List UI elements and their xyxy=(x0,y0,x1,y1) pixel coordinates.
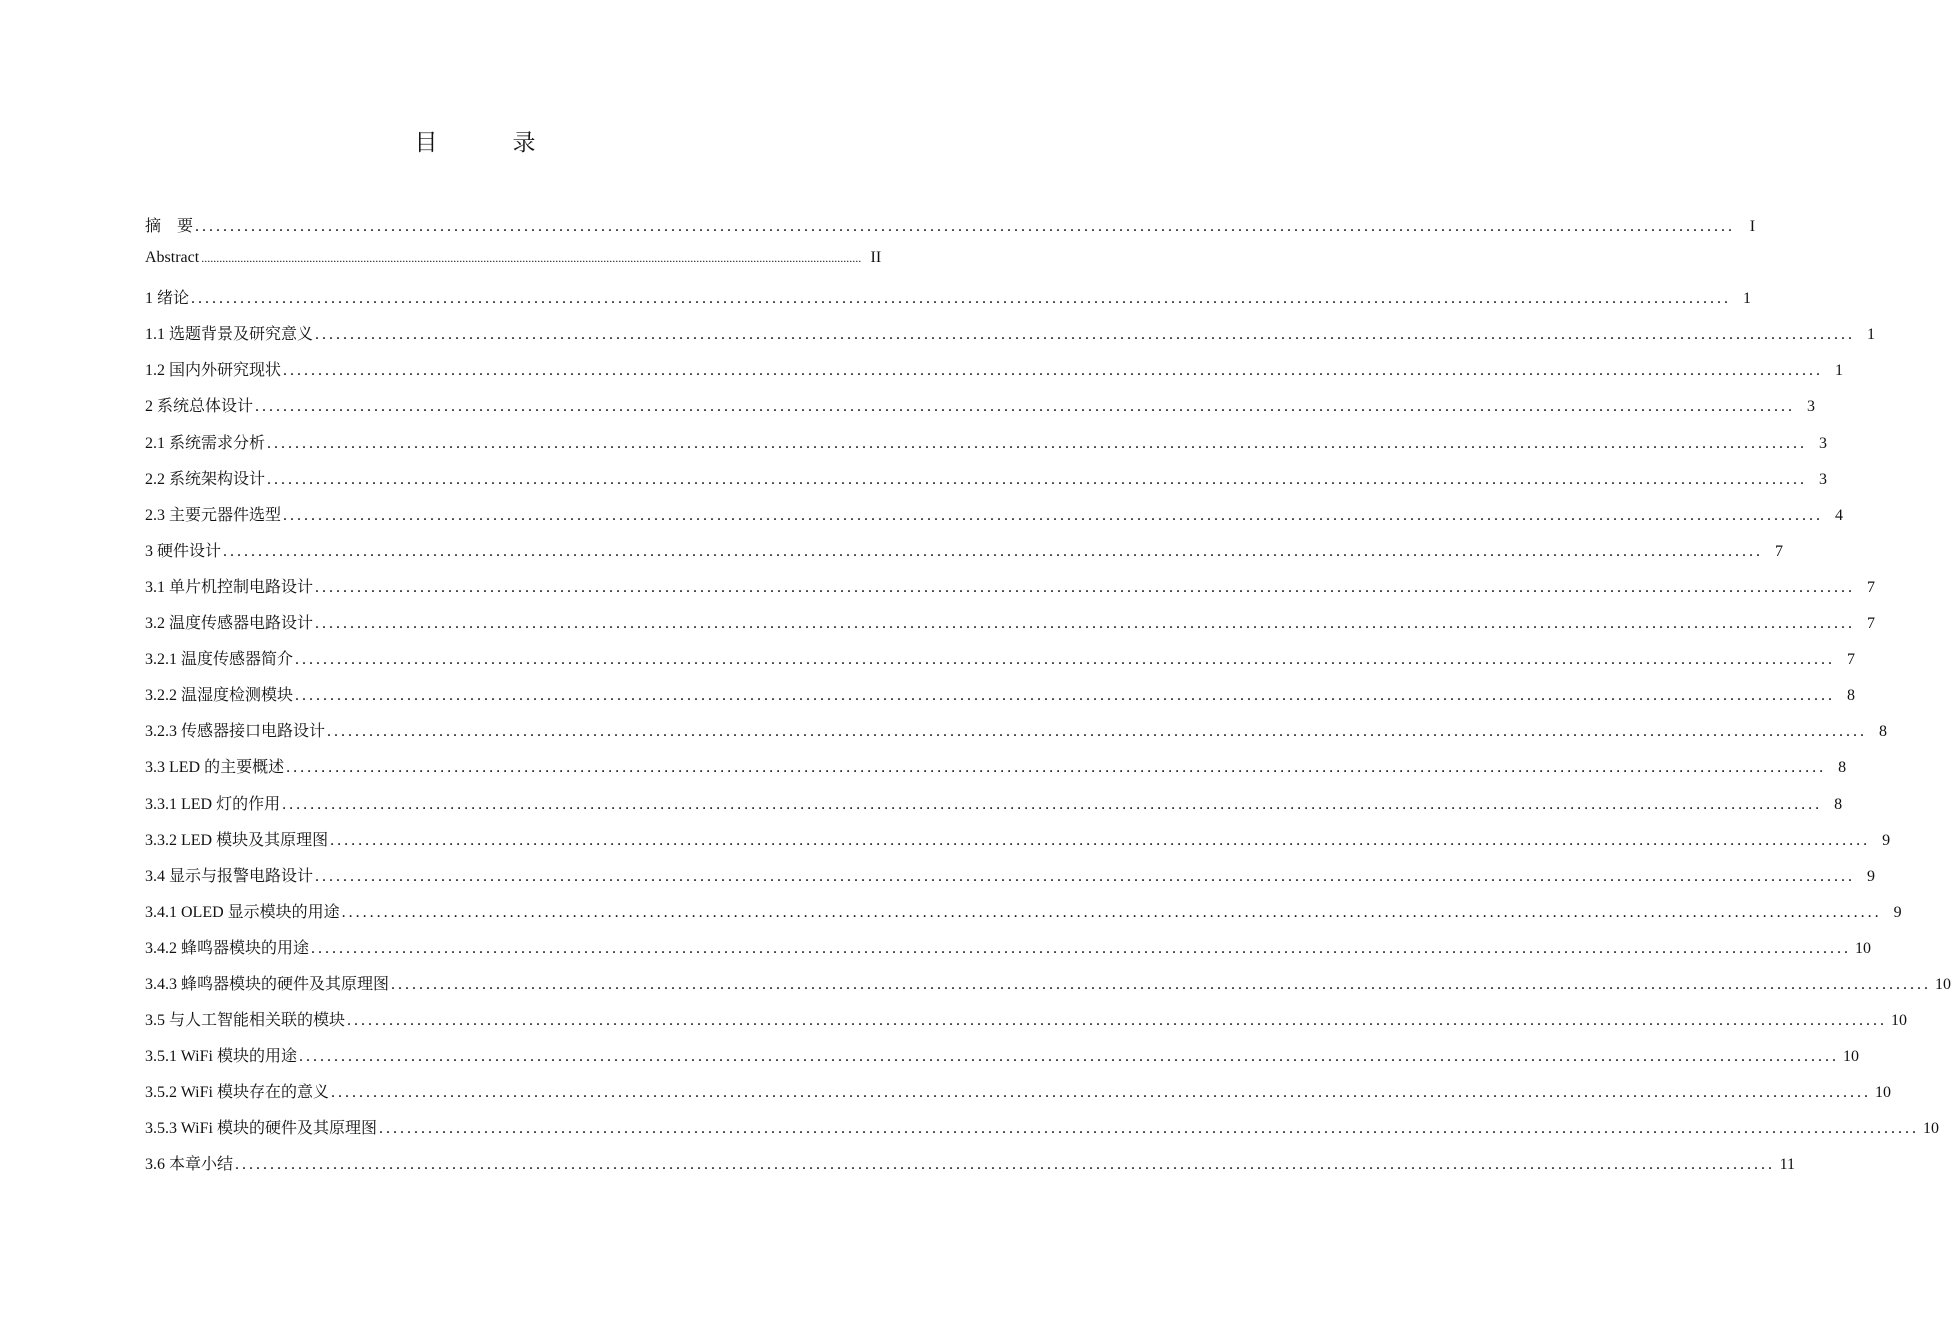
toc-entry-page: I xyxy=(1749,218,1756,235)
toc-entry-label: 3.3.2 LED 模块及其原理图 xyxy=(145,831,329,849)
toc-entry-label: 1 绪论 xyxy=(145,290,190,308)
toc-entry-label: 3.5.1 WiFi 模块的用途 xyxy=(145,1048,297,1066)
toc-entry-page: 7 xyxy=(1867,615,1876,633)
toc-entry[interactable] xyxy=(145,1151,1796,1187)
toc-entry-label: Abstract xyxy=(145,249,200,267)
toc-entry[interactable] xyxy=(145,718,1888,754)
toc-entry-page: 10 xyxy=(1935,975,1951,993)
dot-leader: ............................................................................................................................................................................................................................ xyxy=(267,434,1808,452)
toc-entry-label: 1.1 选题背景及研究意义 xyxy=(145,326,314,344)
toc-entry-label: 2 系统总体设计 xyxy=(145,398,254,416)
dot-leader: ............................................................................................................................................................................................................................ xyxy=(378,1120,1919,1138)
dot-leader: ............................................................................................................................................................................................................................ xyxy=(191,290,1732,308)
toc-entry[interactable] xyxy=(145,935,1872,971)
toc-entry-page: 8 xyxy=(1838,759,1847,777)
toc-entry-page: 8 xyxy=(1834,795,1843,813)
toc-entry-label: 2.2 系统架构设计 xyxy=(145,470,266,488)
toc-entry[interactable] xyxy=(145,646,1856,682)
dot-leader: ............................................................................................................................................................................................................................ xyxy=(330,1084,1871,1102)
toc-entry-label: 1.2 国内外研究现状 xyxy=(145,362,282,380)
toc-entry-label: 3.2.1 温度传感器简介 xyxy=(145,651,294,669)
toc-entry[interactable] xyxy=(145,466,1828,502)
dot-leader: ............................................................................................................................................................................................................................ xyxy=(315,867,1856,885)
toc-entry-label: 3.4.2 蜂鸣器模块的用途 xyxy=(145,939,310,957)
toc-entry-label: 3.4 显示与报警电路设计 xyxy=(145,867,314,885)
dot-leader: ............................................................................................................................................................................................................................ xyxy=(235,1156,1776,1174)
toc-entry-label: 3.4.1 OLED 显示模块的用途 xyxy=(145,903,340,921)
toc-entry[interactable] xyxy=(145,899,1902,935)
toc-entry-page: 3 xyxy=(1819,434,1828,452)
toc-list xyxy=(145,213,1951,1188)
toc-entry[interactable] xyxy=(145,791,1843,827)
dot-leader: ............................................................................................................................................................................................................................ xyxy=(286,759,1827,777)
toc-entry-page: 10 xyxy=(1874,1084,1891,1102)
toc-entry[interactable] xyxy=(145,1115,1939,1151)
toc-entry[interactable] xyxy=(145,538,1784,574)
dot-leader: ............................................................................................................................................................................................................................ xyxy=(327,723,1868,741)
dot-leader: ............................................................................................................................................................................................................................ xyxy=(330,831,1871,849)
dot-leader: ............................................................................................................................................................................................................................ xyxy=(201,251,862,266)
toc-entry[interactable] xyxy=(145,285,1752,321)
dot-leader: ............................................................................................................................................................................................................................ xyxy=(391,975,1932,993)
toc-entry-page: 3 xyxy=(1807,398,1816,416)
toc-entry-page: 9 xyxy=(1882,831,1891,849)
toc-entry-label: 3.2.2 温湿度检测模块 xyxy=(145,687,294,705)
dot-leader: ............................................................................................................................................................................................................................ xyxy=(341,903,1882,921)
toc-entry[interactable] xyxy=(145,863,1876,899)
toc-entry-page: 10 xyxy=(1855,939,1872,957)
toc-entry[interactable] xyxy=(145,1043,1859,1079)
toc-entry[interactable] xyxy=(145,1007,1908,1043)
toc-entry[interactable] xyxy=(145,610,1876,646)
dot-leader: ............................................................................................................................................................................................................................ xyxy=(347,1012,1888,1030)
toc-entry[interactable] xyxy=(145,213,1756,249)
toc-entry-page: 1 xyxy=(1743,290,1752,308)
dot-leader: ............................................................................................................................................................................................................................ xyxy=(311,939,1852,957)
toc-entry[interactable] xyxy=(145,430,1828,466)
toc-entry-label: 摘 要 xyxy=(145,218,194,235)
toc-entry-page: 9 xyxy=(1893,903,1902,921)
toc-entry-label: 3 硬件设计 xyxy=(145,542,222,560)
toc-entry-page: 1 xyxy=(1835,362,1844,380)
dot-leader: ............................................................................................................................................................................................................................ xyxy=(223,542,1764,560)
toc-entry-label: 3.2 温度传感器电路设计 xyxy=(145,615,314,633)
toc-title: 目 录 xyxy=(414,130,562,156)
toc-entry[interactable] xyxy=(145,682,1856,718)
toc-entry-page: 8 xyxy=(1847,687,1856,705)
dot-leader: ............................................................................................................................................................................................................................ xyxy=(315,326,1856,344)
toc-entry-label: 3.5.2 WiFi 模块存在的意义 xyxy=(145,1084,329,1102)
toc-entry[interactable] xyxy=(145,827,1891,863)
dot-leader: ............................................................................................................................................................................................................................ xyxy=(315,615,1856,633)
toc-entry-label: 3.6 本章小结 xyxy=(145,1156,234,1174)
toc-entry-page: 7 xyxy=(1847,651,1856,669)
toc-entry-page: 8 xyxy=(1879,723,1888,741)
toc-entry-label: 3.1 单片机控制电路设计 xyxy=(145,578,314,596)
toc-entry-label: 3.3 LED 的主要概述 xyxy=(145,759,285,777)
toc-entry[interactable] xyxy=(145,574,1876,610)
toc-entry-label: 3.4.3 蜂鸣器模块的硬件及其原理图 xyxy=(145,975,390,993)
toc-entry-page: 10 xyxy=(1922,1120,1939,1138)
toc-entry-label: 3.3.1 LED 灯的作用 xyxy=(145,795,281,813)
dot-leader: ............................................................................................................................................................................................................................ xyxy=(282,795,1823,813)
toc-entry-label: 2.3 主要元器件选型 xyxy=(145,506,282,524)
toc-entry[interactable] xyxy=(145,321,1876,357)
toc-entry[interactable] xyxy=(145,1079,1891,1115)
toc-entry-label: 3.5 与人工智能相关联的模块 xyxy=(145,1012,346,1030)
toc-entry[interactable] xyxy=(145,754,1847,790)
dot-leader: ............................................................................................................................................................................................................................ xyxy=(255,398,1796,416)
toc-entry-page: 7 xyxy=(1775,542,1784,560)
toc-entry[interactable] xyxy=(145,393,1816,429)
toc-entry-label: 3.2.3 传感器接口电路设计 xyxy=(145,723,326,741)
toc-entry-page: 1 xyxy=(1867,326,1876,344)
toc-entry-label: 3.5.3 WiFi 模块的硬件及其原理图 xyxy=(145,1120,377,1138)
dot-leader: ............................................................................................................................................................................................................................ xyxy=(283,362,1824,380)
toc-entry-page: 4 xyxy=(1835,506,1844,524)
toc-entry-page: II xyxy=(870,249,882,267)
dot-leader: ............................................................................................................................................................................................................................ xyxy=(195,218,1736,235)
toc-entry[interactable] xyxy=(145,249,882,285)
toc-entry-label: 2.1 系统需求分析 xyxy=(145,434,266,452)
toc-entry-page: 7 xyxy=(1867,578,1876,596)
toc-entry-page: 3 xyxy=(1819,470,1828,488)
toc-entry[interactable] xyxy=(145,502,1844,538)
toc-entry[interactable] xyxy=(145,357,1844,393)
toc-entry-page: 11 xyxy=(1779,1156,1796,1174)
dot-leader: ............................................................................................................................................................................................................................ xyxy=(267,470,1808,488)
toc-entry-page: 9 xyxy=(1867,867,1876,885)
dot-leader: ............................................................................................................................................................................................................................ xyxy=(315,578,1856,596)
dot-leader: ............................................................................................................................................................................................................................ xyxy=(295,687,1836,705)
toc-entry[interactable] xyxy=(145,971,1951,1007)
dot-leader: ............................................................................................................................................................................................................................ xyxy=(295,651,1836,669)
toc-entry-page: 10 xyxy=(1842,1048,1859,1066)
toc-entry-page: 10 xyxy=(1891,1012,1908,1030)
dot-leader: ............................................................................................................................................................................................................................ xyxy=(283,506,1824,524)
dot-leader: ............................................................................................................................................................................................................................ xyxy=(298,1048,1839,1066)
